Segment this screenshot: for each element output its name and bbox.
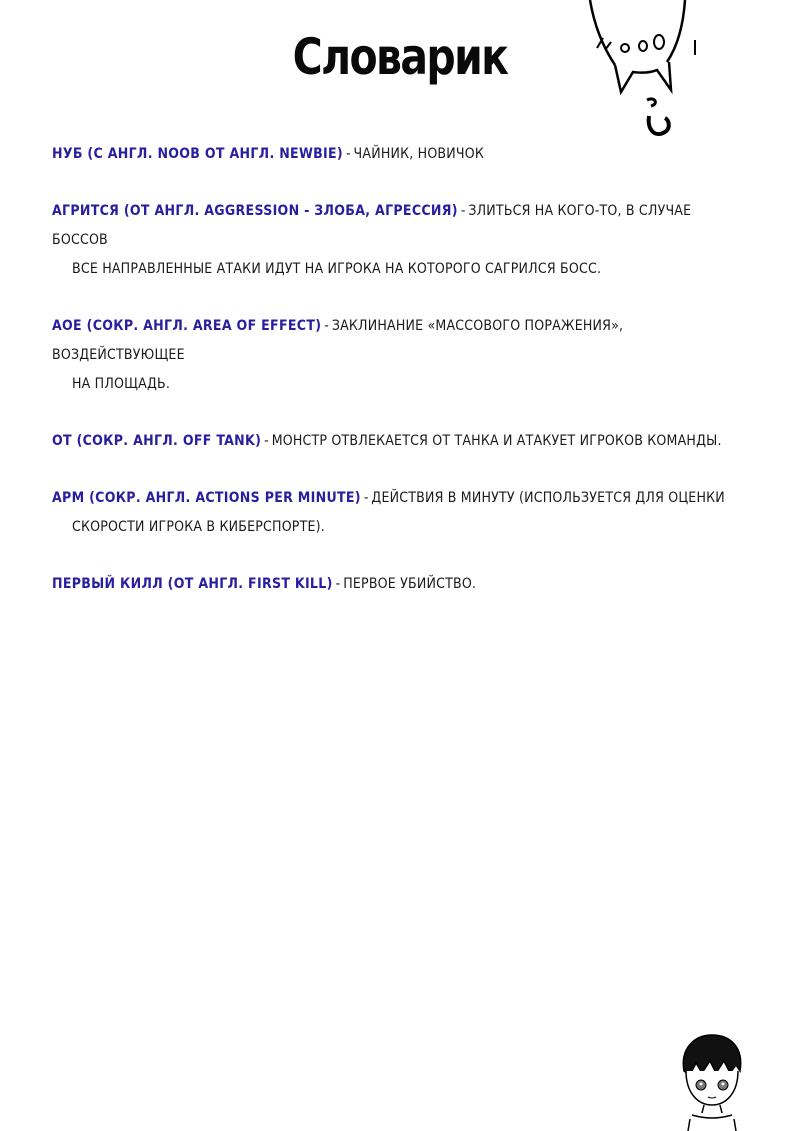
glossary-term: AOE (СОКР. АНГЛ. AREA OF EFFECT) — [52, 318, 322, 334]
glossary-term: ОТ (СОКР. АНГЛ. OFF TANK) — [52, 433, 262, 449]
glossary-definition: ЧАЙНИК, НОВИЧОК — [353, 146, 484, 162]
glossary-definition-continued: ВСЕ НАПРАВЛЕННЫЕ АТАКИ ИДУТ НА ИГРОКА НА КОТОРОГО САГРИЛСЯ БОСС. — [72, 261, 602, 277]
glossary-term: АГРИТСЯ (ОТ АНГЛ. AGGRESSION - ЗЛОБА, АГРЕССИЯ) — [52, 203, 458, 219]
glossary-list — [52, 140, 742, 627]
glossary-definition-continued: СКОРОСТИ ИГРОКА В КИБЕРСПОРТЕ). — [72, 519, 325, 535]
glossary-definition-continued: НА ПЛОЩАДЬ. — [72, 376, 171, 392]
glossary-entry: НУБ (С АНГЛ. NOOB ОТ АНГЛ. NEWBIE) - ЧАЙНИК, НОВИЧОК — [52, 146, 484, 162]
glossary-definition: МОНСТР ОТВЛЕКАЕТСЯ ОТ ТАНКА И АТАКУЕТ ИГРОКОВ КОМАНДЫ. — [271, 433, 722, 449]
glossary-entry: AOE (СОКР. АНГЛ. AREA OF EFFECT) - ЗАКЛИНАНИЕ «МАССОВОГО ПОРАЖЕНИЯ», ВОЗДЕЙСТВУЮЩЕЕ НА ПЛОЩАДЬ. — [52, 312, 742, 399]
glossary-entry: ОТ (СОКР. АНГЛ. OFF TANK) - МОНСТР ОТВЛЕКАЕТСЯ ОТ ТАНКА И АТАКУЕТ ИГРОКОВ КОМАНДЫ. — [52, 433, 722, 449]
glossary-definition: ПЕРВОЕ УБИЙСТВО. — [343, 576, 477, 592]
page-title: Словарик — [292, 28, 508, 86]
glossary-definition: ЗЛИТЬСЯ НА КОГО-ТО, В СЛУЧАЕ БОССОВ — [52, 203, 692, 248]
glossary-entry: ПЕРВЫЙ КИЛЛ (ОТ АНГЛ. FIRST KILL) - ПЕРВОЕ УБИЙСТВО. — [52, 576, 477, 592]
cat-doodle-icon — [585, 0, 705, 150]
glossary-entry: АГРИТСЯ (ОТ АНГЛ. AGGRESSION - ЗЛОБА, АГРЕССИЯ) - ЗЛИТЬСЯ НА КОГО-ТО, В СЛУЧАЕ БОССОВ ВСЕ НАПРАВЛЕННЫЕ АТАКИ ИДУТ НА ИГРОКА НА КОТОРОГО САГРИЛСЯ БОСС. — [52, 197, 742, 284]
glossary-term: APM (СОКР. АНГЛ. ACTIONS PER MINUTE) — [52, 490, 361, 506]
glossary-definition: ЗАКЛИНАНИЕ «МАССОВОГО ПОРАЖЕНИЯ», ВОЗДЕЙСТВУЮЩЕЕ — [52, 318, 624, 363]
glossary-term: ПЕРВЫЙ КИЛЛ (ОТ АНГЛ. FIRST KILL) — [52, 576, 333, 592]
boy-doodle-icon — [672, 1031, 752, 1131]
glossary-definition: ДЕЙСТВИЯ В МИНУТУ (ИСПОЛЬЗУЕТСЯ ДЛЯ ОЦЕНКИ — [371, 490, 725, 506]
glossary-entry: APM (СОКР. АНГЛ. ACTIONS PER MINUTE) - ДЕЙСТВИЯ В МИНУТУ (ИСПОЛЬЗУЕТСЯ ДЛЯ ОЦЕНКИ СКОРОСТИ ИГРОКА В КИБЕРСПОРТЕ). — [52, 484, 742, 542]
glossary-term: НУБ (С АНГЛ. NOOB ОТ АНГЛ. NEWBIE) — [52, 146, 343, 162]
